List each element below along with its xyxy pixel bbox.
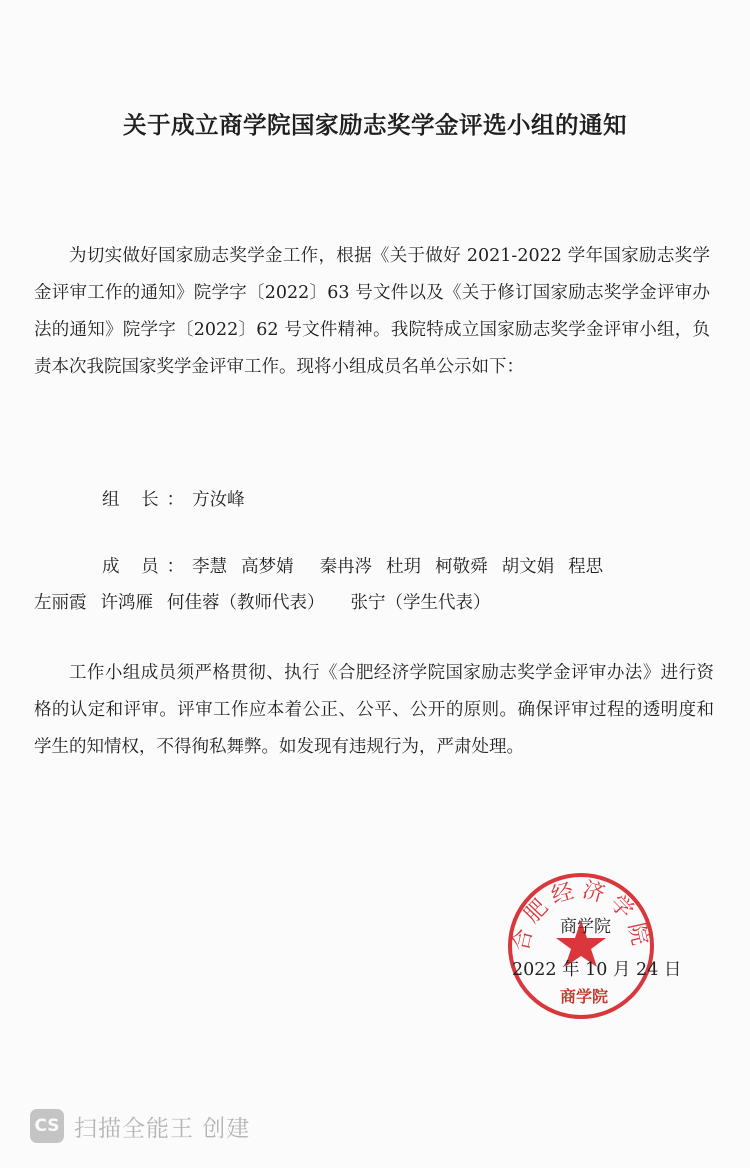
seal-center-text: 商学院: [560, 987, 609, 1006]
document-title: 关于成立商学院国家励志奖学金评选小组的通知: [123, 111, 627, 139]
member-name: 何佳蓉（教师代表）: [167, 593, 325, 613]
member-name: 左丽霞: [34, 593, 87, 613]
signing-date: 2022 年 10 月 24 日: [512, 960, 682, 980]
scanner-watermark: [30, 1106, 250, 1146]
camscanner-logo-icon: CS: [30, 1109, 64, 1143]
member-name: 杜玥: [386, 557, 422, 577]
member-name: 许鸿雁: [100, 593, 153, 613]
requirements-paragraph: 工作小组成员须严格贯彻、执行《合肥经济学院国家励志奖学金评审办法》进行资格的认定和评审。评审工作应本着公正、公平、公开的原则。确保评审过程的透明度和学生的知情权，不得徇私舞弊。如发现有违规行为，严肃处理。: [34, 663, 714, 757]
member-name: 高梦婧: [241, 557, 294, 577]
leader-name: 方汝峰: [192, 490, 245, 510]
members-line-1: [34, 549, 714, 585]
member-name: 胡文娟: [501, 557, 555, 577]
group-leader-line: [102, 486, 245, 511]
leader-label: 组 长：: [102, 490, 193, 510]
member-name: 张宁（学生代表）: [350, 593, 491, 613]
members-line-2: [34, 585, 714, 621]
seal-arc-text: 合肥经济学院: [508, 877, 654, 954]
watermark-text: 扫描全能王 创建: [74, 1115, 251, 1142]
members-block: [34, 549, 714, 621]
member-name: 柯敬舜: [435, 557, 488, 577]
member-name: 秦冉涔: [319, 557, 373, 577]
members-label: 成 员：: [102, 557, 193, 577]
member-name: 程思: [568, 557, 604, 577]
member-name: 李慧: [192, 557, 228, 577]
intro-paragraph: 为切实做好国家励志奖学金工作，根据《关于做好 2021-2022 学年国家励志奖学金评审工作的通知》院学字〔2022〕63 号文件以及《关于修订国家励志奖学金评审办法的通知》院学字〔2022〕62 号文件精神。我院特成立国家励志奖学金评审小组，负责本次我院国家奖学金评审工作。现将小组成员名单公示如下：: [34, 246, 710, 377]
signing-unit: 商学院: [560, 917, 611, 937]
